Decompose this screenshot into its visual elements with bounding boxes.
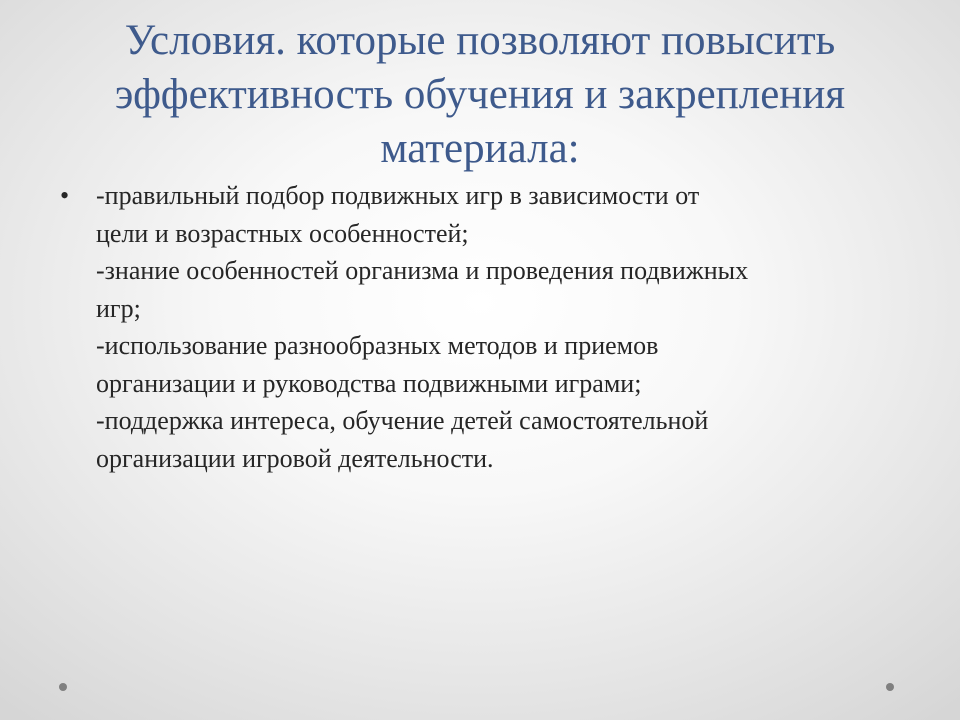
left-corner-dot-icon bbox=[59, 683, 67, 691]
title-line: Условия. которые позволяют повысить bbox=[124, 17, 836, 64]
body-line: -использование разнообразных методов и приемов bbox=[96, 331, 659, 360]
title-line: материала: bbox=[380, 125, 580, 172]
body-line: организации и руководства подвижными играми; bbox=[96, 368, 642, 398]
body-line: -поддержка интереса, обучение детей самостоятельной bbox=[96, 406, 709, 435]
body-line: цели и возрастных особенностей; bbox=[96, 218, 469, 248]
slide-title bbox=[40, 14, 920, 176]
body-line: игр; bbox=[96, 293, 141, 323]
body-line: организации игровой деятельности. bbox=[96, 443, 494, 473]
right-corner-dot-icon bbox=[886, 683, 894, 691]
body-line: -знание особенностей организма и проведения подвижных bbox=[96, 256, 749, 285]
title-line: эффективность обучения и закрепления bbox=[114, 71, 846, 118]
bullet-item bbox=[60, 177, 900, 477]
body-line: -правильный подбор подвижных игр в зависимости от bbox=[96, 181, 700, 210]
bullet-dot-icon: • bbox=[60, 181, 70, 210]
slide-body bbox=[60, 177, 900, 477]
